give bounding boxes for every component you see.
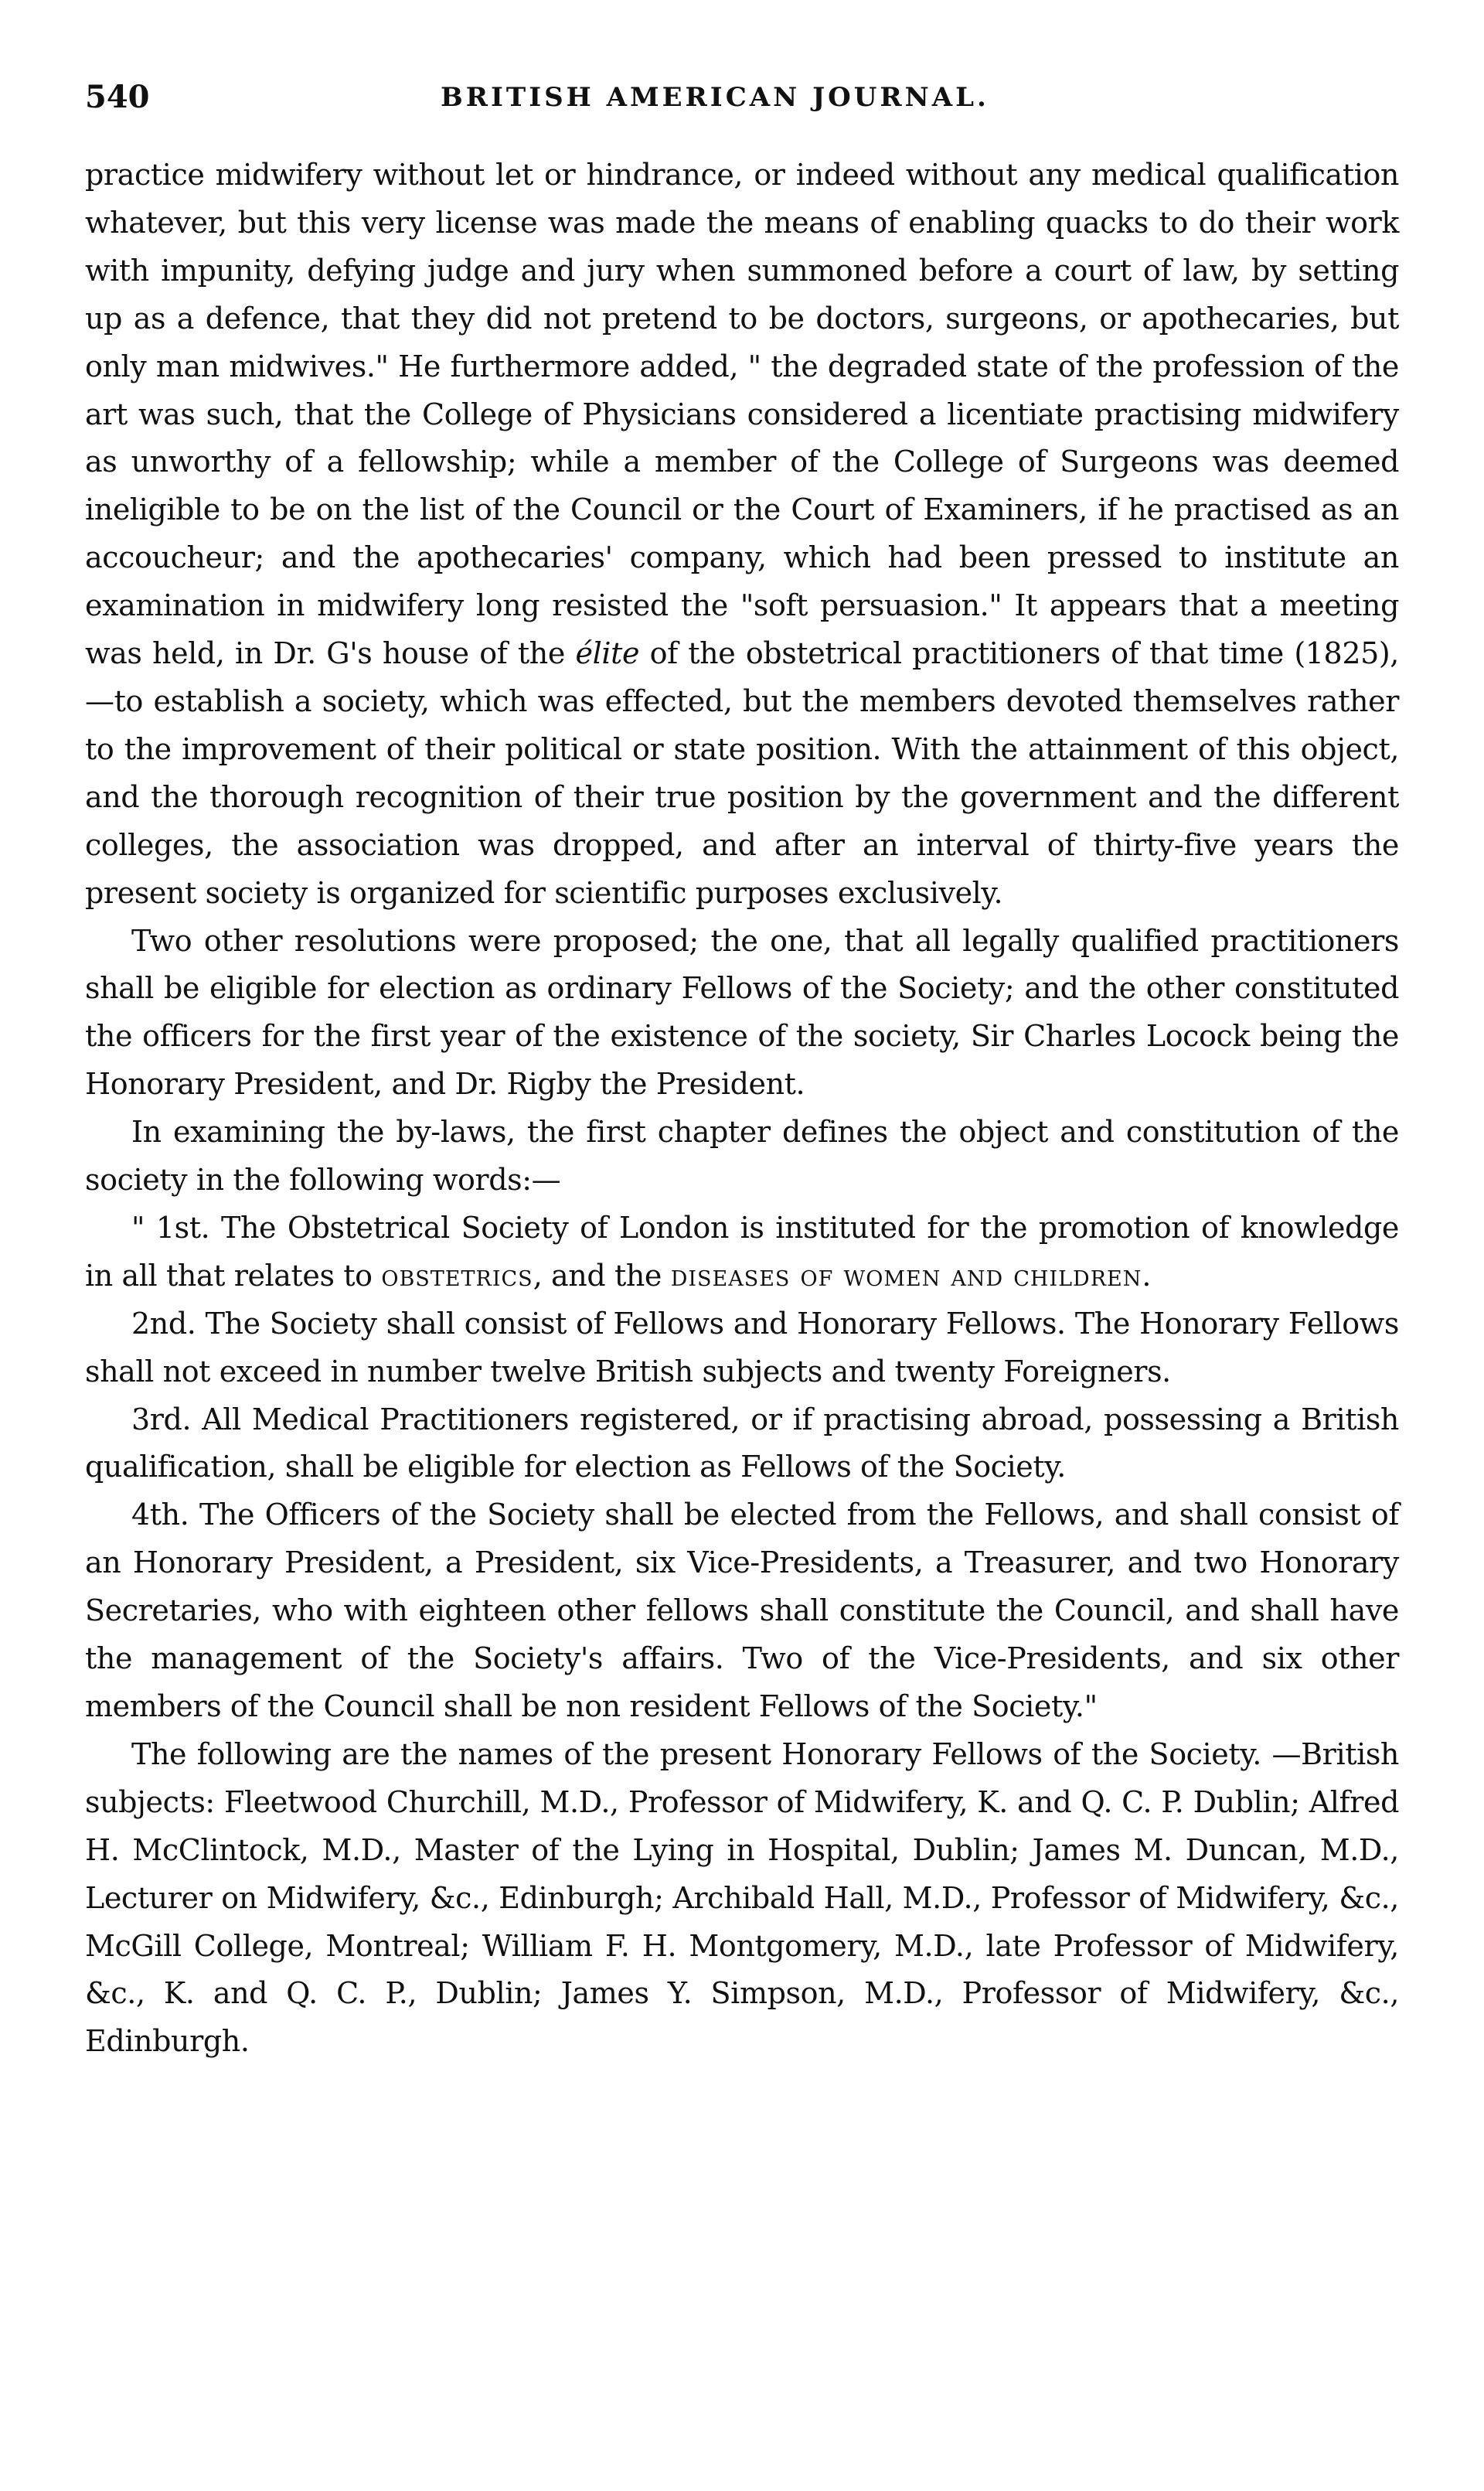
- page-number: 540: [85, 79, 150, 115]
- paragraph-text: .: [1142, 1258, 1152, 1293]
- page-header: [85, 74, 1399, 121]
- paragraph-text: , and the: [533, 1258, 671, 1293]
- paragraph-text: practice midwifery without let or hindrance, or indeed without any medical qualification whatever, but this very license was made the means of enabling quacks to do their work with impunity, defying judge and jury when summoned before a court of law, by setting up as a defence, that they did not pretend to be doctors, surgeons, or apothecaries, but only man midwives." He furthermore added, " the degraded state of the profession of the art was such, that the College of Physicians considered a licentiate practising midwifery as unworthy of a fellowship; while a member of the College of Surgeons was deemed ineligible to be on the list of the Council or the Court of Examiners, if he practised as an accoucheur; and the apothecaries' company, which had been pressed to institute an examination in midwifery long resisted the "soft persuasion." It appears that a meeting was held, in Dr. G's house of the: [85, 158, 1399, 671]
- paragraph-honorary-fellows: The following are the names of the present Honorary Fellows of the Society. —British subjects: Fleetwood Churchill, M.D., Professor of Midwifery, K. and Q. C. P. Dublin; Alfred H. McClintock, M.D., Master of the Lying in Hospital, Dublin; James M. Duncan, M.D., Lecturer on Midwifery, &c., Edinburgh; Archibald Hall, M.D., Professor of Midwifery, &c., McGill College, Montreal; William F. H. Montgomery, M.D., late Professor of Midwifery, &c., K. and Q. C. P., Dublin; James Y. Simpson, M.D., Professor of Midwifery, &c., Edinburgh.: [85, 1736, 1399, 2059]
- paragraph-1: [85, 152, 1399, 918]
- article-body: [85, 152, 1399, 2066]
- paragraph-text: of the obstetrical practitioners of that time (1825),—to establish a society, which was effected, but the members devoted themselves rather to the improvement of their political or state position. With the attainment of this object, and the thorough recognition of their true position by the government and the different colleges, the association was dropped, and after an interval of thirty-five years the present society is organized for scientific purposes exclusively.: [85, 636, 1399, 910]
- journal-page: [85, 74, 1399, 2066]
- paragraph-2: Two other resolutions were proposed; the one, that all legally qualified practitioners shall be eligible for election as ordinary Fellows of the Society; and the other constituted the officers for the first year of the existence of the society, Sir Charles Locock being the Honorary President, and Dr. Rigby the President.: [85, 923, 1399, 1102]
- bylaw-1: [85, 1205, 1399, 1300]
- small-caps-term: diseases of women and children: [670, 1258, 1142, 1293]
- bylaw-3: 3rd. All Medical Practitioners registered, or if practising abroad, possessing a British qualification, shall be eligible for election as Fellows of the Society.: [85, 1402, 1399, 1484]
- small-caps-term: obstetrics: [381, 1258, 533, 1293]
- paragraph-text: " 1st. The Obstetrical Society of London is instituted for the promotion of knowledge in all that relates to: [85, 1210, 1399, 1293]
- bylaw-4: 4th. The Officers of the Society shall be elected from the Fellows, and shall consist of an Honorary President, a President, six Vice-Presidents, a Treasurer, and two Honorary Secretaries, who with eighteen other fellows shall constitute the Council, and shall have the management of the Society's affairs. Two of the Vice-Presidents, and six other members of the Council shall be non resident Fellows of the Society.": [85, 1498, 1399, 1723]
- bylaw-2: 2nd. The Society shall consist of Fellows and Honorary Fellows. The Honorary Fellows shall not exceed in number twelve British subjects and twenty Foreigners.: [85, 1306, 1399, 1389]
- paragraph-3: In examining the by-laws, the first chapter defines the object and constitution of the society in the following words:—: [85, 1115, 1399, 1198]
- italic-term: élite: [575, 636, 640, 671]
- running-title: BRITISH AMERICAN JOURNAL.: [441, 82, 989, 113]
